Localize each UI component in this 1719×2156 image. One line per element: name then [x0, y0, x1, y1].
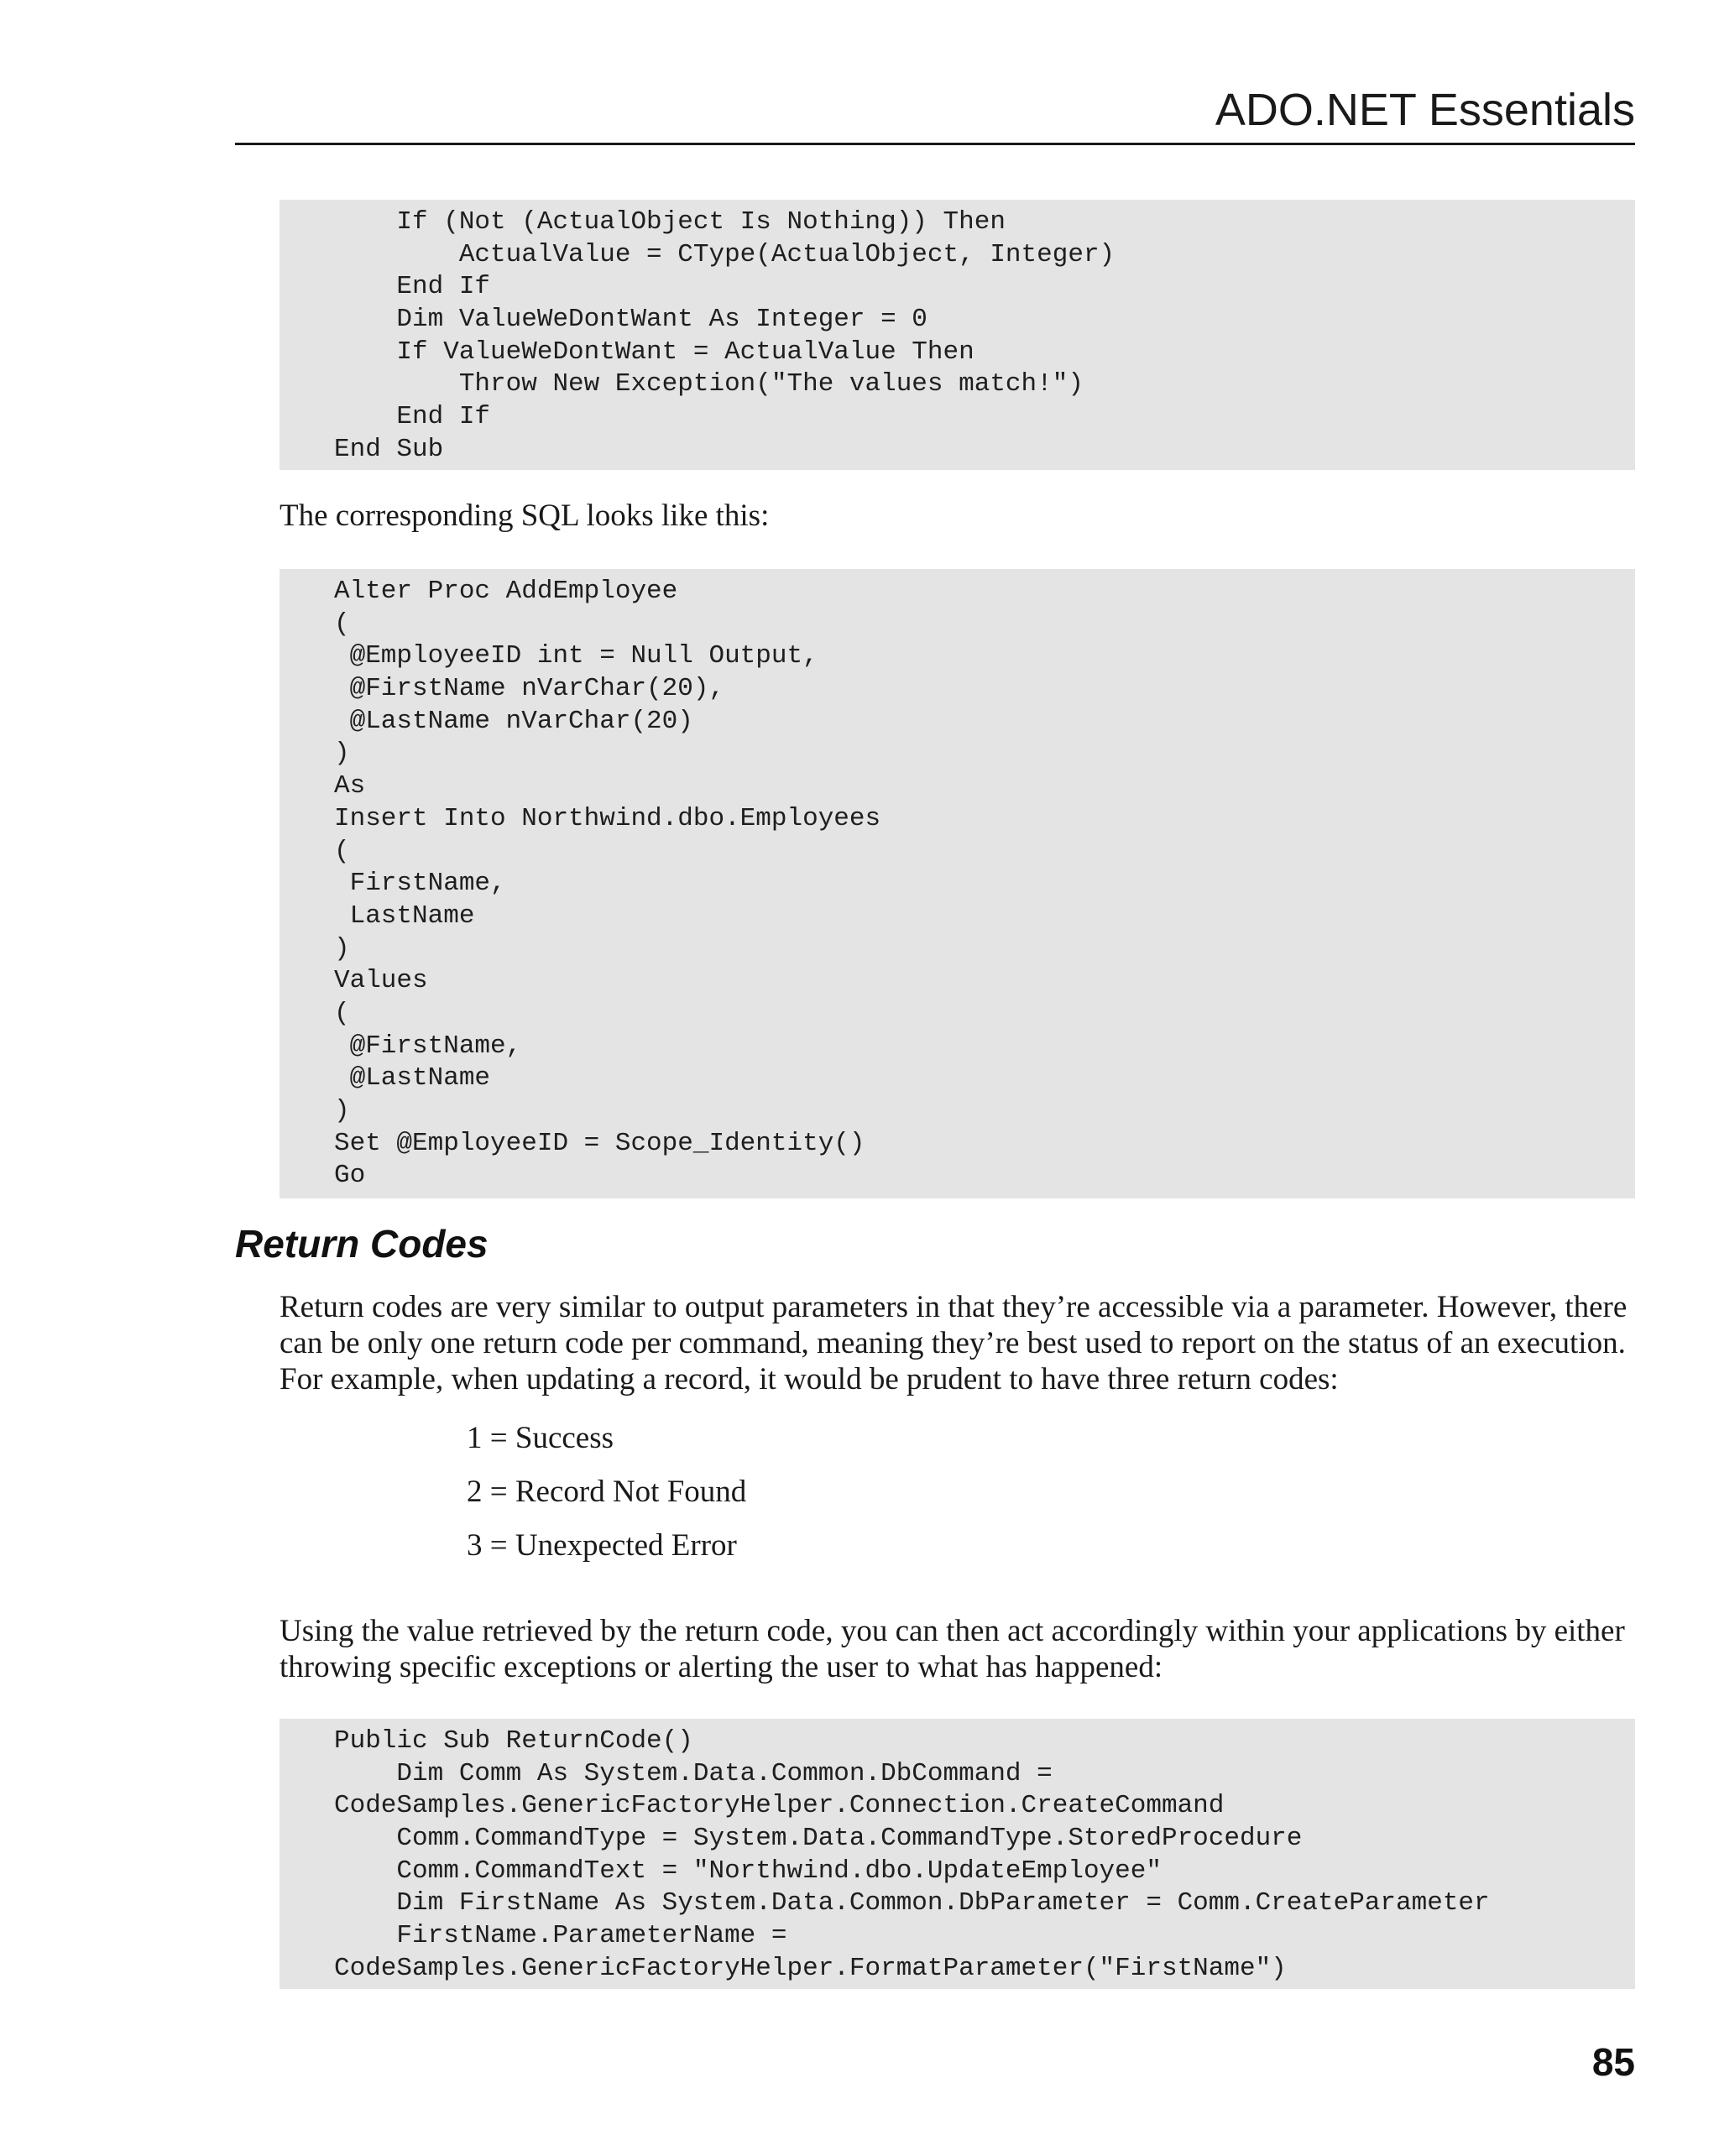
code-line: ( — [334, 998, 350, 1028]
code-line: ) — [334, 933, 350, 963]
return-code-list — [467, 1420, 746, 1581]
code-line: Go — [334, 1161, 366, 1191]
code-line: Public Sub ReturnCode() — [334, 1726, 693, 1756]
code-line: LastName — [334, 901, 475, 931]
code-line: CodeSamples.GenericFactoryHelper.FormatParameter("FirstName") — [334, 1953, 1287, 1983]
code-line: Insert Into Northwind.dbo.Employees — [334, 803, 881, 833]
code-line: ( — [334, 836, 350, 866]
code-line: Dim ValueWeDontWant As Integer = 0 — [334, 305, 927, 335]
return-codes-paragraph: Return codes are very similar to output parameters in that they’re accessible via a parameter. However, there can be only one return code per command, meaning they’re best used to report on the status of an execution. For example, when updating a record, it would be prudent to have three return codes: — [280, 1290, 1628, 1396]
sql-intro-paragraph: The corresponding SQL looks like this: — [280, 499, 770, 533]
code-line: FirstName, — [334, 869, 506, 899]
section-heading: Return Codes — [235, 1222, 489, 1266]
code-line: @LastName nVarChar(20) — [334, 706, 693, 736]
code-line: @LastName — [334, 1063, 491, 1094]
code-line: Comm.CommandType = System.Data.CommandType.StoredProcedure — [334, 1824, 1303, 1854]
page-number: 85 — [1591, 2040, 1635, 2084]
code-line: FirstName.ParameterName = — [334, 1921, 787, 1951]
code-block-sql — [280, 569, 1635, 1198]
list-item: 1 = Success — [467, 1421, 614, 1455]
chapter-title: ADO.NET Essentials — [1215, 85, 1635, 135]
code-line: ActualValue = CType(ActualObject, Integer) — [334, 239, 1116, 269]
code-line: As — [334, 771, 366, 801]
code-line: @EmployeeID int = Null Output, — [334, 641, 818, 671]
code-line: Throw New Exception("The values match!") — [334, 369, 1084, 399]
list-item: 2 = Record Not Found — [467, 1475, 747, 1509]
code-line: If ValueWeDontWant = ActualValue Then — [334, 337, 974, 367]
code-line: Dim FirstName As System.Data.Common.DbParameter = Comm.CreateParameter — [334, 1888, 1490, 1918]
code-line: End If — [334, 272, 491, 302]
code-line: @FirstName, — [334, 1031, 522, 1061]
code-line: ) — [334, 739, 350, 769]
code-line: End If — [334, 402, 491, 432]
code-line: ) — [334, 1096, 350, 1125]
code-line: Set @EmployeeID = Scope_Identity() — [334, 1128, 865, 1158]
code-line: Alter Proc AddEmployee — [334, 577, 678, 606]
usage-paragraph: Using the value retrieved by the return code, you can then act accordingly within your applications by either throwing specific exceptions or alerting the user to what has happened: — [280, 1614, 1625, 1684]
code-block-vb-end — [280, 200, 1635, 470]
code-line: ( — [334, 608, 350, 639]
list-item: 3 = Unexpected Error — [467, 1528, 737, 1563]
code-line: @FirstName nVarChar(20), — [334, 674, 725, 704]
code-block-return-code — [280, 1719, 1635, 1989]
code-line: Values — [334, 966, 428, 996]
code-line: If (Not (ActualObject Is Nothing)) Then — [334, 207, 1006, 237]
code-line: Comm.CommandText = "Northwind.dbo.UpdateEmployee" — [334, 1856, 1162, 1886]
running-header — [235, 84, 1635, 145]
code-line: CodeSamples.GenericFactoryHelper.Connection.CreateCommand — [334, 1791, 1225, 1821]
code-line: Dim Comm As System.Data.Common.DbCommand = — [334, 1758, 1053, 1788]
code-line: End Sub — [334, 434, 444, 464]
